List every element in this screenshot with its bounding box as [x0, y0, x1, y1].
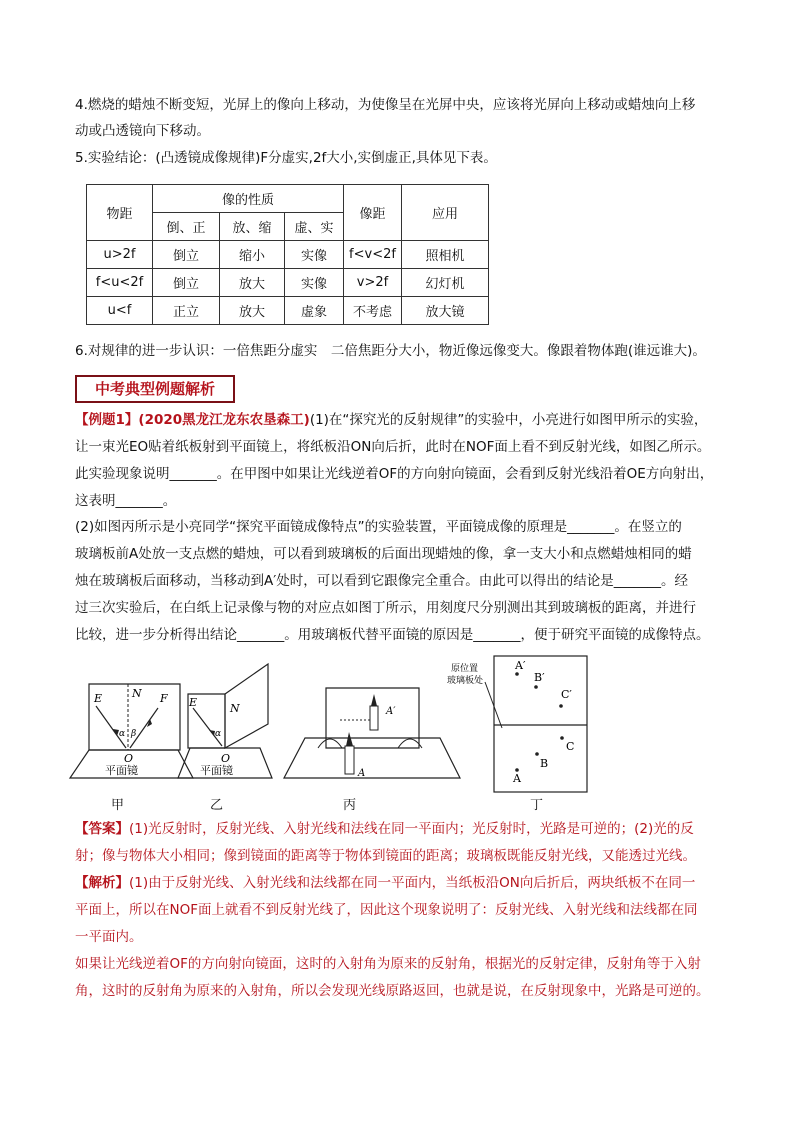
cell-application: 照相机: [402, 241, 489, 269]
answer-line-2: 射；像与物体大小相同；像到镜面的距离等于物体到镜面的距离；玻璃板既能反射光线，又能透过光线。: [75, 848, 696, 864]
figure-ding: [447, 656, 587, 792]
label-C-prime: C′: [561, 688, 572, 701]
bing-candle-front: [345, 746, 354, 774]
example-line-6: 玻璃板前A处放一支点燃的蜡烛，可以看到玻璃板的后面出现蜡烛的像，拿一支大小和点燃蜡烛相同的蜡: [75, 546, 692, 562]
example-line-9: 比较，进一步分析得出结论_______。用玻璃板代替平面镜的原因是_______，便于研究平面镜的成像特点。: [75, 627, 710, 643]
point-B: [535, 752, 539, 756]
bing-flame-back: [371, 694, 377, 706]
example-line-7: 烛在玻璃板后面移动，当移动到A′处时，可以看到它跟像完全重合。由此可以得出的结论是_______。经: [75, 573, 689, 589]
yi-label-alpha: α: [215, 729, 222, 739]
yi-label-N: N: [230, 702, 240, 715]
yi-incident-ray: [193, 708, 222, 746]
table-row: [87, 241, 489, 269]
label-B: B: [540, 757, 549, 770]
example-tag: 【例题1】(2020黑龙江龙东农垦森工): [75, 412, 310, 428]
bing-candle-back: [370, 706, 378, 730]
analysis-line-3: 一平面内。: [75, 929, 143, 945]
analysis-line-1: [75, 873, 695, 893]
th-real-virtual: 虚、实: [285, 213, 344, 241]
label-F: F: [160, 692, 168, 705]
example-line-3: 此实验现象说明_______。在甲图中如果让光线逆着OF的方向射向镜面，会看到反射光线沿着OE方向射出，: [75, 466, 714, 482]
cell-application: 幻灯机: [402, 269, 489, 297]
analysis-text-1: (1)由于反射光线、入射光线和法线都在同一平面内，当纸板沿ON向后折后，两块纸板不在同一: [129, 875, 696, 891]
lens-imaging-table: [86, 184, 489, 325]
answer-text-1: (1)光反射时，反射光线、入射光线和法线在同一平面内；光反射时，光路是可逆的；(2)光的反: [129, 821, 694, 837]
table-row: [87, 269, 489, 297]
text-line-5: 5.实验结论：(凸透镜成像规律)F分虚实,2f大小,实倒虚正,具体见下表。: [75, 150, 497, 166]
cell-object: u>2f: [87, 241, 153, 269]
label-E: E: [94, 692, 103, 705]
label-A-prime: A′: [515, 659, 526, 672]
ding-orig-pos-2: 玻璃板处: [447, 676, 484, 686]
cell-image-distance: 不考虑: [344, 297, 402, 325]
cell-orientation: 倒立: [153, 269, 220, 297]
example-line-1: [75, 410, 707, 430]
th-image-distance: 像距: [344, 185, 402, 241]
th-object-distance: 物距: [87, 185, 153, 241]
cell-image-distance: v>2f: [344, 269, 402, 297]
text-line-6: 6.对规律的进一步认识：一倍焦距分虚实 二倍焦距分大小，物近像远像变大。像跟着物体跑(谁远谁大)。: [75, 343, 706, 359]
th-orientation: 倒、正: [153, 213, 220, 241]
th-image-properties: 像的性质: [153, 185, 344, 213]
example-q1: (1)在“探究光的反射规律”的实验中，小亮进行如图甲所示的实验，: [309, 412, 708, 428]
label-B-prime: B′: [534, 671, 545, 684]
jia-mirror-label: 平面镜: [105, 764, 138, 777]
caption-jia: 甲: [111, 798, 125, 813]
example-line-4: 这表明_______。: [75, 493, 177, 509]
figure-bing: [284, 688, 460, 779]
label-N: N: [132, 687, 142, 700]
analysis-tag: 【解析】: [75, 875, 129, 891]
answer-line-1: [75, 819, 694, 839]
cell-size: 放大: [220, 297, 285, 325]
section-title: 中考典型例题解析: [75, 375, 235, 403]
point-C: [560, 736, 564, 740]
bing-paper: [284, 738, 460, 778]
yi-label-O: O: [221, 752, 231, 765]
cell-real: 实像: [285, 269, 344, 297]
label-A: A: [513, 772, 521, 785]
th-size: 放、缩: [220, 213, 285, 241]
label-alpha: α: [119, 729, 126, 739]
jia-incident-ray: [96, 706, 126, 748]
yi-mirror-label: 平面镜: [200, 764, 233, 777]
point-B-prime: [534, 685, 538, 689]
bing-label-A-prime: A′: [386, 706, 396, 717]
label-O: O: [124, 752, 134, 765]
label-C: C: [566, 740, 575, 753]
caption-ding: 丁: [530, 798, 544, 813]
analysis-line-2: 平面上，所以在NOF面上就看不到反射光线了，因此这个现象说明了：反射光线、入射光线和法线都在同: [75, 902, 698, 918]
cell-orientation: 正立: [153, 297, 220, 325]
point-C-prime: [559, 704, 563, 708]
bing-label-A: A: [358, 768, 366, 779]
cell-object: u<f: [87, 297, 153, 325]
figure-jia: [70, 684, 193, 778]
example-line-8: 过三次实验后，在白纸上记录像与物的对应点如图丁所示，用刻度尺分别测出其到玻璃板的距离，并进行: [75, 600, 696, 616]
bing-stand-left: [318, 739, 342, 748]
analysis-line-4: 如果让光线逆着OF的方向射向镜面，这时的入射角为原来的反射角，根据光的反射定律，反射角等于入射: [75, 956, 701, 972]
ding-orig-pos-1: 原位置: [451, 664, 479, 674]
figure-yi: [178, 664, 272, 778]
table-row: [87, 297, 489, 325]
yi-label-E: E: [189, 696, 198, 709]
cell-size: 放大: [220, 269, 285, 297]
example-line-5: (2)如图丙所示是小亮同学“探究平面镜成像特点”的实验装置，平面镜成像的原理是_______。在竖立的: [75, 519, 682, 535]
label-beta: β: [131, 729, 137, 739]
cell-real: 虚象: [285, 297, 344, 325]
cell-image-distance: f<v<2f: [344, 241, 402, 269]
point-A-prime: [515, 672, 519, 676]
answer-tag: 【答案】: [75, 821, 129, 837]
cell-size: 缩小: [220, 241, 285, 269]
cell-orientation: 倒立: [153, 241, 220, 269]
caption-bing: 丙: [343, 798, 357, 813]
bing-flame-front: [346, 732, 353, 746]
caption-yi: 乙: [210, 798, 224, 813]
jia-reflected-ray: [130, 708, 158, 748]
cell-application: 放大镜: [402, 297, 489, 325]
analysis-line-5: 角，这时的反射角为原来的入射角，所以会发现光线原路返回，也就是说，在反射现象中，光路是可逆的。: [75, 983, 710, 999]
th-application: 应用: [402, 185, 489, 241]
cell-real: 实像: [285, 241, 344, 269]
example-line-2: 让一束光EO贴着纸板射到平面镜上，将纸板沿ON向后折，此时在NOF面上看不到反射光线，如图乙所示。: [75, 439, 711, 455]
figures-area: [0, 650, 794, 800]
text-line-4-cont: 动或凸透镜向下移动。: [75, 123, 210, 139]
text-line-4: 4.燃烧的蜡烛不断变短，光屏上的像向上移动，为使像呈在光屏中央，应该将光屏向上移动或蜡烛向上移: [75, 97, 696, 113]
cell-object: f<u<2f: [87, 269, 153, 297]
